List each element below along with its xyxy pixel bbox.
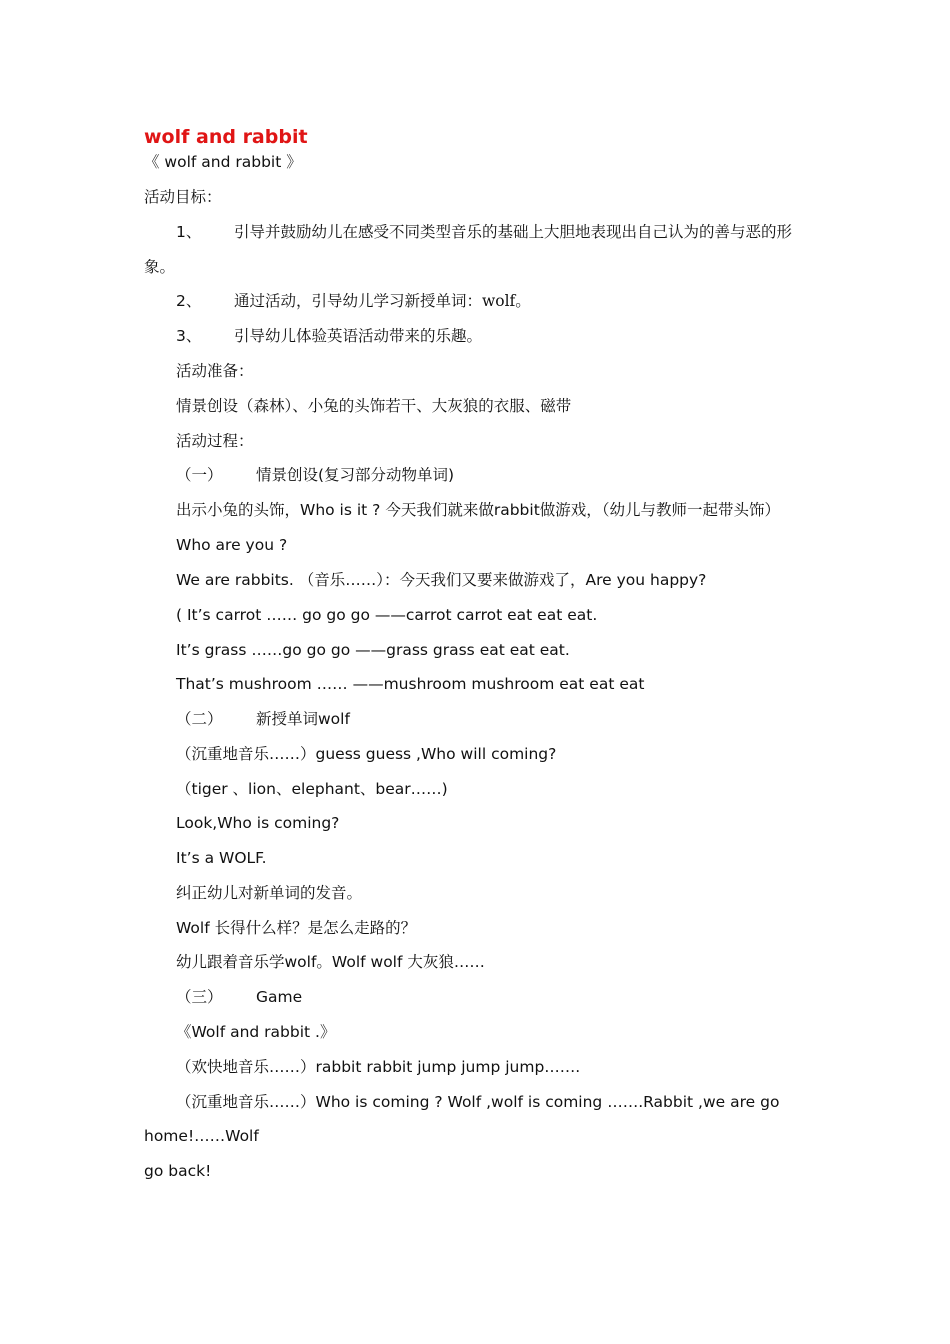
document-subtitle: 《 wolf and rabbit 》 bbox=[144, 153, 302, 171]
paragraph-line: 幼儿跟着音乐学wolf。Wolf wolf 大灰狼…… bbox=[176, 953, 485, 971]
document-title: wolf and rabbit bbox=[144, 126, 308, 148]
prep-heading: 活动准备： bbox=[176, 362, 254, 380]
paragraph-line: 《Wolf and rabbit .》 bbox=[176, 1023, 336, 1041]
goal-item bbox=[176, 291, 531, 311]
section-number: （三） bbox=[176, 988, 223, 1006]
goal-number: 1、 bbox=[176, 223, 202, 241]
goal-text-continuation: 象。 bbox=[144, 258, 176, 276]
goal-text: 引导幼儿体验英语活动带来的乐趣。 bbox=[234, 327, 483, 345]
paragraph-line: 出示小兔的头饰，Who is it ? 今天我们就来做rabbit做游戏，（幼儿与教师一起带头饰） bbox=[176, 501, 781, 519]
section-title: Game bbox=[256, 988, 303, 1006]
paragraph-line: Wolf 长得什么样？是怎么走路的？ bbox=[176, 919, 417, 937]
paragraph-line: Look,Who is coming? bbox=[176, 814, 340, 832]
paragraph-line: home!……Wolf bbox=[144, 1127, 259, 1145]
section-title: 新授单词wolf bbox=[256, 710, 350, 728]
paragraph-line: （tiger 、lion、elephant、bear……) bbox=[176, 780, 448, 798]
paragraph-line: We are rabbits. （音乐……）：今天我们又要来做游戏了，Are you happy? bbox=[176, 571, 707, 589]
goal-text: 引导并鼓励幼儿在感受不同类型音乐的基础上大胆地表现出自己认为的善与恶的形 bbox=[234, 223, 793, 241]
section-number: （一） bbox=[176, 466, 223, 484]
section-heading bbox=[176, 709, 350, 729]
paragraph-line: It’s a WOLF. bbox=[176, 849, 267, 867]
process-heading: 活动过程： bbox=[176, 432, 254, 450]
paragraph-line: （沉重地音乐……）guess guess ,Who will coming? bbox=[176, 745, 557, 763]
paragraph-line: 纠正幼儿对新单词的发音。 bbox=[176, 884, 363, 902]
paragraph-line: That’s mushroom …… ——mushroom mushroom eat eat eat bbox=[176, 675, 645, 693]
paragraph-line: Who are you ? bbox=[176, 536, 288, 554]
paragraph-line: go back! bbox=[144, 1162, 212, 1180]
goal-item bbox=[176, 326, 482, 346]
section-heading bbox=[176, 465, 454, 485]
goals-heading: 活动目标： bbox=[144, 188, 222, 206]
goal-text: 通过活动，引导幼儿学习新授单词：wolf。 bbox=[234, 292, 531, 310]
section-heading bbox=[176, 987, 302, 1007]
goal-number: 3、 bbox=[176, 327, 202, 345]
section-title: 情景创设(复习部分动物单词) bbox=[256, 466, 455, 484]
prep-text: 情景创设（森林）、小兔的头饰若干、大灰狼的衣服、磁带 bbox=[176, 397, 572, 415]
paragraph-line: （欢快地音乐……）rabbit rabbit jump jump jump……. bbox=[176, 1058, 581, 1076]
goal-number: 2、 bbox=[176, 292, 202, 310]
goal-item bbox=[176, 222, 792, 242]
paragraph-line: ( It’s carrot …… go go go ——carrot carrot eat eat eat. bbox=[176, 606, 598, 624]
section-number: （二） bbox=[176, 710, 223, 728]
paragraph-line: It’s grass ……go go go ——grass grass eat eat eat. bbox=[176, 641, 570, 659]
paragraph-line: （沉重地音乐……）Who is coming ? Wolf ,wolf is coming …….Rabbit ,we are go bbox=[176, 1093, 780, 1111]
